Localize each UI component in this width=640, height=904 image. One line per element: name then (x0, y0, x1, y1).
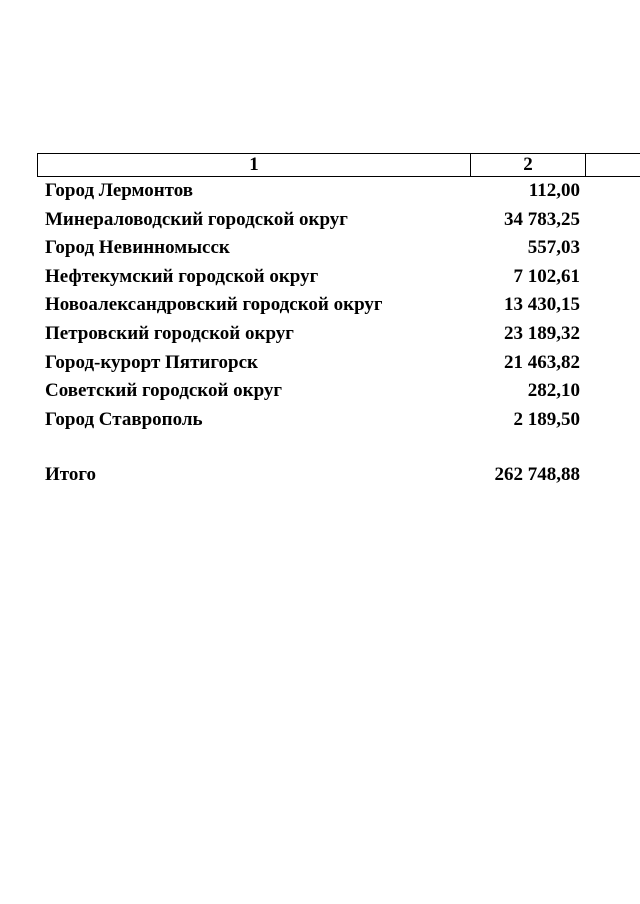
column-header-3 (586, 154, 640, 176)
table-row (37, 406, 640, 435)
amount-value: 13 430,15 (504, 294, 580, 316)
table-row (37, 263, 640, 292)
amount-value: 7 102,61 (513, 265, 580, 287)
total-row (37, 461, 640, 490)
municipality-name: Петровский городской округ (45, 322, 294, 344)
amount-value: 112,00 (528, 180, 580, 201)
column-header-1: 1 (38, 154, 471, 176)
amount-value: 2 189,50 (513, 408, 580, 430)
spacer (37, 434, 640, 461)
municipality-name: Новоалександровский городской округ (45, 294, 383, 316)
municipality-name: Город Лермонтов (45, 180, 194, 201)
table-row (37, 320, 640, 349)
table-row (37, 206, 640, 235)
table-row (37, 177, 640, 206)
budget-table (37, 153, 640, 490)
amount-value: 34 783,25 (504, 208, 580, 230)
table-row (37, 349, 640, 378)
amount-value: 21 463,82 (504, 351, 580, 373)
amount-value: 557,03 (527, 237, 580, 259)
table-row (37, 377, 640, 406)
municipality-name: Город Невинномысск (45, 237, 230, 259)
total-value: 262 748,88 (494, 464, 580, 486)
municipality-name: Нефтекумский городской округ (45, 265, 319, 287)
municipality-name: Город Ставрополь (45, 408, 203, 430)
municipality-name: Минераловодский городской округ (45, 208, 348, 230)
amount-value: 23 189,32 (504, 322, 580, 344)
column-header-2: 2 (471, 154, 586, 176)
table-row (37, 291, 640, 320)
table-row (37, 234, 640, 263)
table-header-row (37, 153, 640, 177)
amount-value: 282,10 (527, 380, 580, 402)
total-label: Итого (45, 464, 97, 486)
municipality-name: Советский городской округ (45, 380, 283, 402)
municipality-name: Город-курорт Пятигорск (45, 351, 258, 373)
